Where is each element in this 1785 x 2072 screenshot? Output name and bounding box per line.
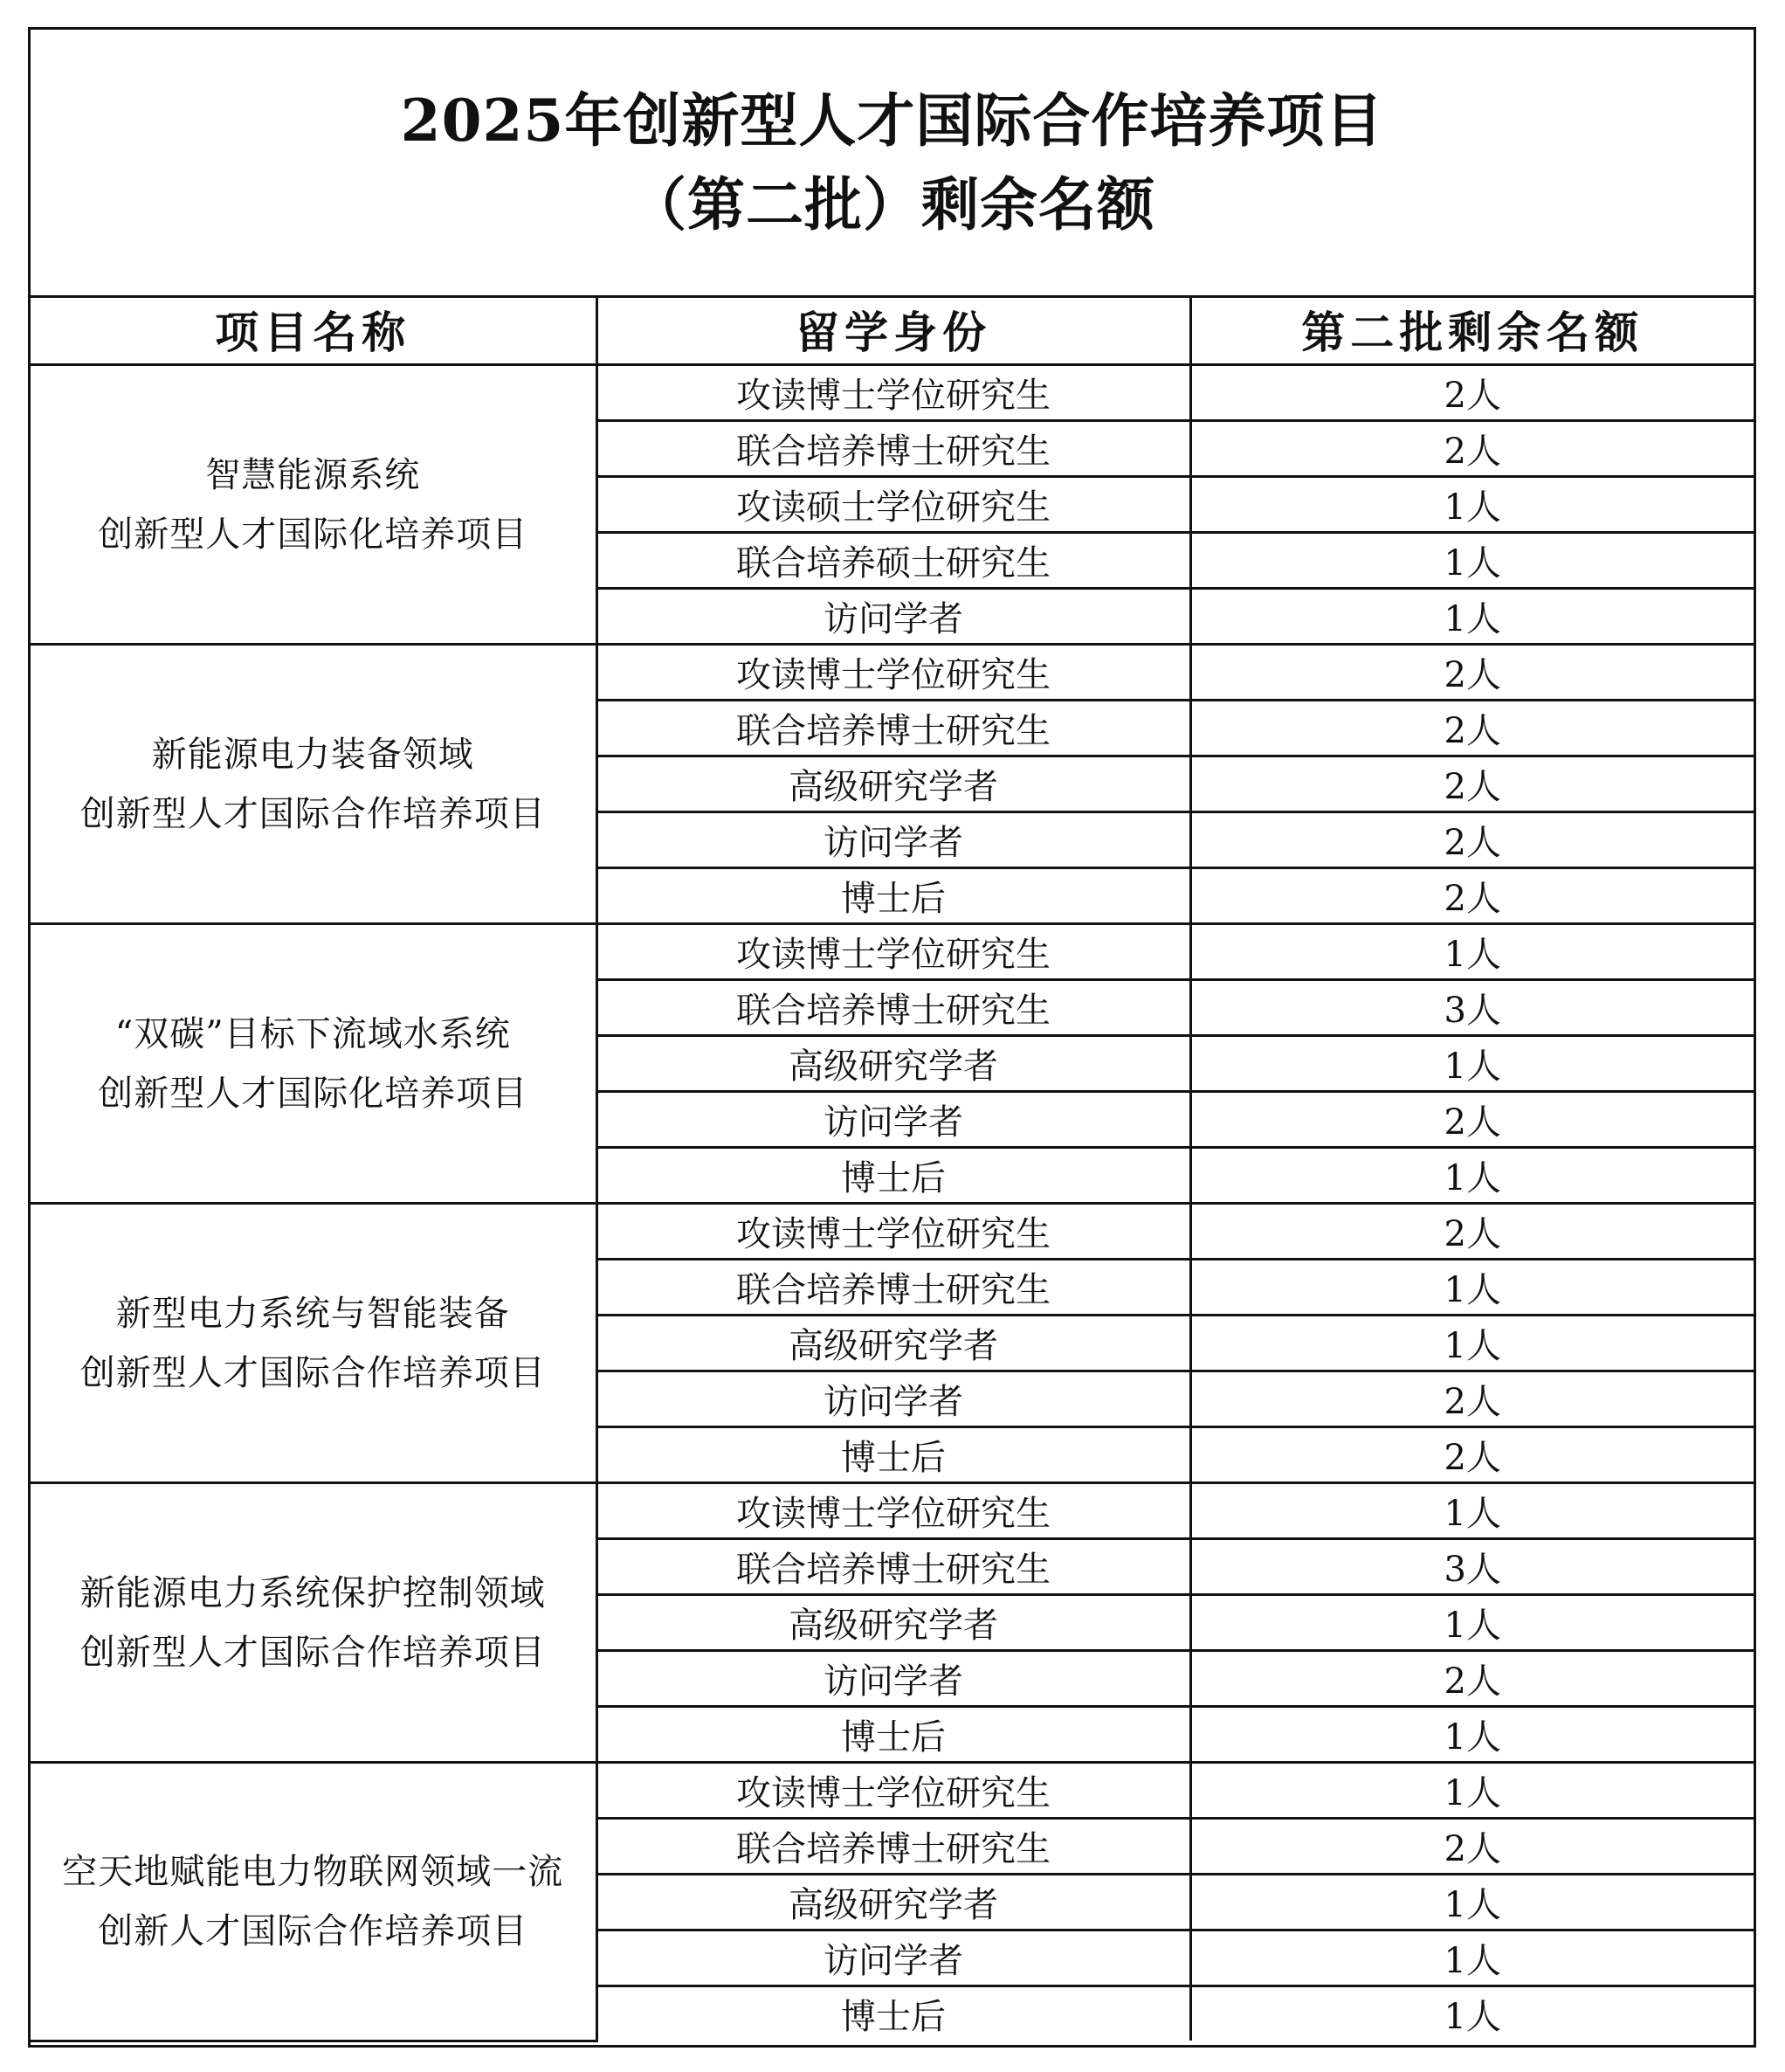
project-name-cell <box>31 924 596 1204</box>
identity-cell: 访问学者 <box>596 1651 1190 1707</box>
identity-cell: 访问学者 <box>596 812 1190 868</box>
quota-cell: 2人 <box>1190 701 1754 756</box>
project-name-line-2: 创新型人才国际化培养项目 <box>98 1073 528 1114</box>
title-block <box>31 30 1754 298</box>
quota-cell: 1人 <box>1190 1707 1754 1763</box>
project-name-line-2: 创新型人才国际合作培养项目 <box>79 793 546 834</box>
quota-cell: 1人 <box>1190 533 1754 589</box>
table-row <box>31 1763 1754 1819</box>
quota-cell: 2人 <box>1190 645 1754 701</box>
identity-cell: 攻读博士学位研究生 <box>596 1763 1190 1819</box>
table-row <box>31 645 1754 701</box>
identity-cell: 博士后 <box>596 1148 1190 1204</box>
project-name-line-1: 新能源电力系统保护控制领域 <box>79 1572 546 1613</box>
table-row <box>31 365 1754 421</box>
identity-cell: 访问学者 <box>596 1371 1190 1427</box>
quota-table <box>31 295 1754 2042</box>
identity-cell: 攻读硕士学位研究生 <box>596 477 1190 533</box>
identity-cell: 攻读博士学位研究生 <box>596 645 1190 701</box>
identity-cell: 联合培养博士研究生 <box>596 1819 1190 1875</box>
quota-cell: 2人 <box>1190 1204 1754 1260</box>
project-name-cell <box>31 645 596 924</box>
quota-cell: 1人 <box>1190 924 1754 980</box>
quota-cell: 1人 <box>1190 1930 1754 1986</box>
identity-cell: 攻读博士学位研究生 <box>596 1483 1190 1539</box>
quota-table-sheet <box>28 27 1756 2048</box>
header-remaining-quota: 第二批剩余名额 <box>1190 295 1754 365</box>
title-line-2: （第二批）剩余名额 <box>629 170 1155 238</box>
identity-cell: 博士后 <box>596 1427 1190 1483</box>
quota-cell: 1人 <box>1190 1763 1754 1819</box>
quota-cell: 2人 <box>1190 812 1754 868</box>
quota-cell: 2人 <box>1190 1427 1754 1483</box>
header-project-name: 项目名称 <box>31 295 596 365</box>
identity-cell: 联合培养博士研究生 <box>596 1260 1190 1316</box>
identity-cell: 高级研究学者 <box>596 1595 1190 1651</box>
project-name-cell <box>31 365 596 645</box>
project-name-line-1: 新能源电力装备领域 <box>151 734 474 775</box>
identity-cell: 高级研究学者 <box>596 1036 1190 1092</box>
identity-cell: 联合培养博士研究生 <box>596 421 1190 477</box>
identity-cell: 联合培养硕士研究生 <box>596 533 1190 589</box>
quota-cell: 2人 <box>1190 1651 1754 1707</box>
project-name-line-1: 新型电力系统与智能装备 <box>115 1293 510 1334</box>
identity-cell: 高级研究学者 <box>596 756 1190 812</box>
quota-cell: 2人 <box>1190 1092 1754 1148</box>
project-name-line-2: 创新人才国际合作培养项目 <box>98 1910 528 1951</box>
table-row <box>31 924 1754 980</box>
identity-cell: 博士后 <box>596 1707 1190 1763</box>
quota-cell: 2人 <box>1190 868 1754 924</box>
quota-cell: 1人 <box>1190 1148 1754 1204</box>
quota-cell: 2人 <box>1190 365 1754 421</box>
project-name-line-1: 空天地赋能电力物联网领域一流 <box>62 1851 564 1892</box>
project-name-line-2: 创新型人才国际化培养项目 <box>98 514 528 555</box>
table-row <box>31 1204 1754 1260</box>
quota-cell: 1人 <box>1190 1260 1754 1316</box>
identity-cell: 访问学者 <box>596 1092 1190 1148</box>
quota-cell: 1人 <box>1190 1595 1754 1651</box>
quota-cell: 1人 <box>1190 1316 1754 1371</box>
quota-cell: 1人 <box>1190 1483 1754 1539</box>
project-name-line-1: “双碳”目标下流域水系统 <box>114 1013 511 1054</box>
quota-cell: 2人 <box>1190 1819 1754 1875</box>
project-name-line-2: 创新型人才国际合作培养项目 <box>79 1632 546 1673</box>
quota-cell: 1人 <box>1190 477 1754 533</box>
title-line-1: 2025年创新型人才国际合作培养项目 <box>400 86 1384 155</box>
project-name-line-1: 智慧能源系统 <box>205 454 421 495</box>
identity-cell: 攻读博士学位研究生 <box>596 365 1190 421</box>
table-body <box>31 365 1754 2041</box>
identity-cell: 联合培养博士研究生 <box>596 1539 1190 1595</box>
identity-cell: 高级研究学者 <box>596 1316 1190 1371</box>
identity-cell: 联合培养博士研究生 <box>596 980 1190 1036</box>
identity-cell: 博士后 <box>596 868 1190 924</box>
table-row <box>31 1483 1754 1539</box>
identity-cell: 攻读博士学位研究生 <box>596 924 1190 980</box>
identity-cell: 访问学者 <box>596 589 1190 645</box>
quota-cell: 2人 <box>1190 421 1754 477</box>
identity-cell: 访问学者 <box>596 1930 1190 1986</box>
identity-cell: 高级研究学者 <box>596 1875 1190 1930</box>
quota-cell: 3人 <box>1190 1539 1754 1595</box>
header-identity: 留学身份 <box>596 295 1190 365</box>
identity-cell: 攻读博士学位研究生 <box>596 1204 1190 1260</box>
quota-cell: 1人 <box>1190 589 1754 645</box>
project-name-cell <box>31 1204 596 1483</box>
quota-cell: 1人 <box>1190 1986 1754 2041</box>
quota-cell: 1人 <box>1190 1036 1754 1092</box>
quota-cell: 2人 <box>1190 756 1754 812</box>
identity-cell: 联合培养博士研究生 <box>596 701 1190 756</box>
project-name-line-2: 创新型人才国际合作培养项目 <box>79 1352 546 1393</box>
quota-cell: 3人 <box>1190 980 1754 1036</box>
project-name-cell <box>31 1483 596 1763</box>
quota-cell: 2人 <box>1190 1371 1754 1427</box>
project-name-cell <box>31 1763 596 2041</box>
quota-cell: 1人 <box>1190 1875 1754 1930</box>
identity-cell: 博士后 <box>596 1986 1190 2041</box>
